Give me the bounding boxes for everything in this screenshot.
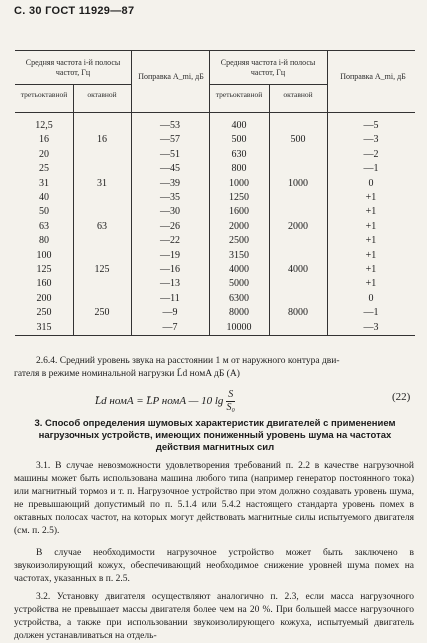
table-cell: —26: [160, 220, 180, 232]
table-cell: —3: [363, 321, 379, 333]
table-cell: 0: [368, 292, 374, 304]
right-group-header: Средняя частота i-й полосы частот, Гц: [220, 58, 316, 77]
table-cell: 250: [36, 307, 52, 319]
table-cell: 6300: [229, 292, 249, 304]
table-cell: —2: [363, 148, 379, 160]
formula-expression: [95, 389, 235, 414]
table-cell: 500: [290, 134, 306, 146]
table-cell: —1: [363, 163, 379, 175]
table-cell: 125: [94, 264, 110, 275]
table-cell: 125: [36, 264, 52, 275]
table-cell: 4000: [229, 264, 249, 275]
table-cell: 1000: [229, 177, 249, 189]
table-cell: —39: [160, 177, 180, 189]
table-row: [15, 322, 415, 338]
table-cell: —30: [160, 206, 180, 218]
table-cell: 40: [39, 192, 49, 203]
table-cell: —5: [363, 120, 379, 131]
table-cell: 315: [36, 321, 52, 333]
table-cell: 250: [94, 307, 110, 319]
table-cell: +1: [365, 206, 377, 218]
table-cell: +1: [365, 278, 377, 290]
table-cell: 630: [231, 148, 247, 160]
table-cell: 31: [97, 177, 107, 189]
table-cell: 16: [39, 134, 49, 146]
table-cell: 160: [36, 278, 52, 290]
table-cell: —45: [160, 163, 180, 175]
left-col-corr-header: Поправка A_mi, дБ: [138, 72, 204, 81]
table-cell: 50: [39, 206, 49, 218]
right-col-third-header: третьоктавной: [215, 90, 263, 99]
table-cell: 63: [39, 220, 49, 232]
table-cell: +1: [365, 235, 377, 247]
correction-table: [15, 50, 415, 335]
table-top-rule: [15, 50, 415, 51]
formula-lhs: L̄d номA = L̄P номA — 10 lg: [95, 395, 224, 408]
table-cell: —35: [160, 192, 180, 203]
right-col-corr-header: Поправка A_mi, дБ: [340, 72, 406, 81]
left-group-header: Средняя частота i-й полосы частот, Гц: [25, 58, 121, 77]
table-cell: —57: [160, 134, 180, 146]
left-col-third-header: третьоктавной: [20, 90, 68, 99]
table-cell: —11: [160, 292, 180, 304]
table-cell: 800: [231, 163, 247, 175]
table-cell: —1: [363, 307, 379, 319]
formula-number: (22): [392, 391, 411, 403]
table-cell: 63: [97, 220, 107, 232]
table-cell: —53: [160, 120, 180, 131]
table-cell: —3: [363, 134, 379, 146]
formula-fraction: [226, 389, 235, 414]
table-cell: —16: [160, 264, 180, 275]
table-cell: 1600: [229, 206, 249, 218]
paragraph-3-2: 3.2. Установку двигателя осуществляют аналогично п. 2.3, если масса нагрузочного устройства не превышает массы двигателя более чем на 20 %. При большей массе нагрузочного устройства, а также при использовании звукоизолирующего кожуха, испытуемый двигатель должен устанавливаться на отдель-: [14, 592, 414, 641]
table-cell: 0: [368, 177, 374, 189]
table-cell: +1: [365, 264, 377, 275]
table-cell: —51: [160, 148, 180, 160]
table-cell: 20: [39, 148, 49, 160]
right-col-octave-header: октавной: [283, 90, 313, 99]
table-cell: +1: [365, 220, 377, 232]
table-cell: 8000: [229, 307, 249, 319]
table-cell: 12,5: [35, 120, 53, 131]
formula-numerator: S: [228, 389, 234, 400]
table-cell: 3150: [229, 249, 249, 261]
table-cell: 200: [36, 292, 52, 304]
paragraph-3-1: 3.1. В случае невозможности удовлетворения требований п. 2.2 в качестве нагрузочной машины может быть использована машина любого типа (например генератор постоянного тока) или магнитный тормоз и т. п. Нагрузочное устройство при этом должно создавать уровень шума, не превышающий допустимый по п. 5.1.4 или 5.4.2 настоящего стандарта уровень помех в октавных полосах частот, на которых могут действовать магнитные силы испытуемого двигателя (см. п. 2.5).: [14, 461, 414, 536]
table-cell: 10000: [226, 321, 252, 333]
table-cell: 8000: [288, 307, 308, 319]
paragraph-3-1-b: В случае необходимости нагрузочное устройство может быть заключено в звукоизолирующий кожух, обеспечивающий необходимое снижение уровней шума помех на частотах, указанных в п. 2.5.: [14, 548, 414, 584]
table-cell: 80: [39, 235, 49, 247]
table-cell: 500: [231, 134, 247, 146]
table-cell: 2000: [288, 220, 308, 232]
table-cell: 2500: [229, 235, 249, 247]
table-cell: 1000: [288, 177, 308, 189]
right-subheader-rule: [209, 84, 327, 85]
table-cell: +1: [365, 249, 377, 261]
table-cell: —9: [162, 307, 178, 319]
table-cell: 1250: [229, 192, 249, 203]
paragraph-2-6-4-line-1: 2.6.4. Средний уровень звука на расстоянии 1 м от наружного контура дви-: [36, 356, 340, 366]
table-cell: 100: [36, 249, 52, 261]
paragraph-2-6-4-line-2: гателя в режиме номинальной нагрузки L̄d номA дБ (A): [14, 369, 240, 379]
page-header: С. 30 ГОСТ 11929—87: [14, 5, 135, 17]
table-cell: —7: [162, 321, 178, 333]
table-header-rule: [15, 112, 415, 113]
table-cell: 2000: [229, 220, 249, 232]
section-3-title: 3. Способ определения шумовых характеристик двигателей с применением нагрузочных устройств, имеющих пониженный уровень шума на частотах действия магнитных сил: [34, 418, 396, 453]
table-cell: —13: [160, 278, 180, 290]
paragraph-2-6-4: [14, 355, 414, 381]
formula-denominator: S₀: [226, 402, 235, 413]
table-cell: 25: [39, 163, 49, 175]
table-cell: —22: [160, 235, 180, 247]
table-cell: +1: [365, 192, 377, 203]
table-cell: 4000: [288, 264, 308, 275]
formula-22: [0, 383, 427, 413]
table-cell: —19: [160, 249, 180, 261]
table-cell: 5000: [229, 278, 249, 290]
table-cell: 400: [231, 120, 247, 131]
left-col-octave-header: октавной: [87, 90, 117, 99]
table-cell: 16: [97, 134, 107, 146]
table-cell: 31: [39, 177, 49, 189]
